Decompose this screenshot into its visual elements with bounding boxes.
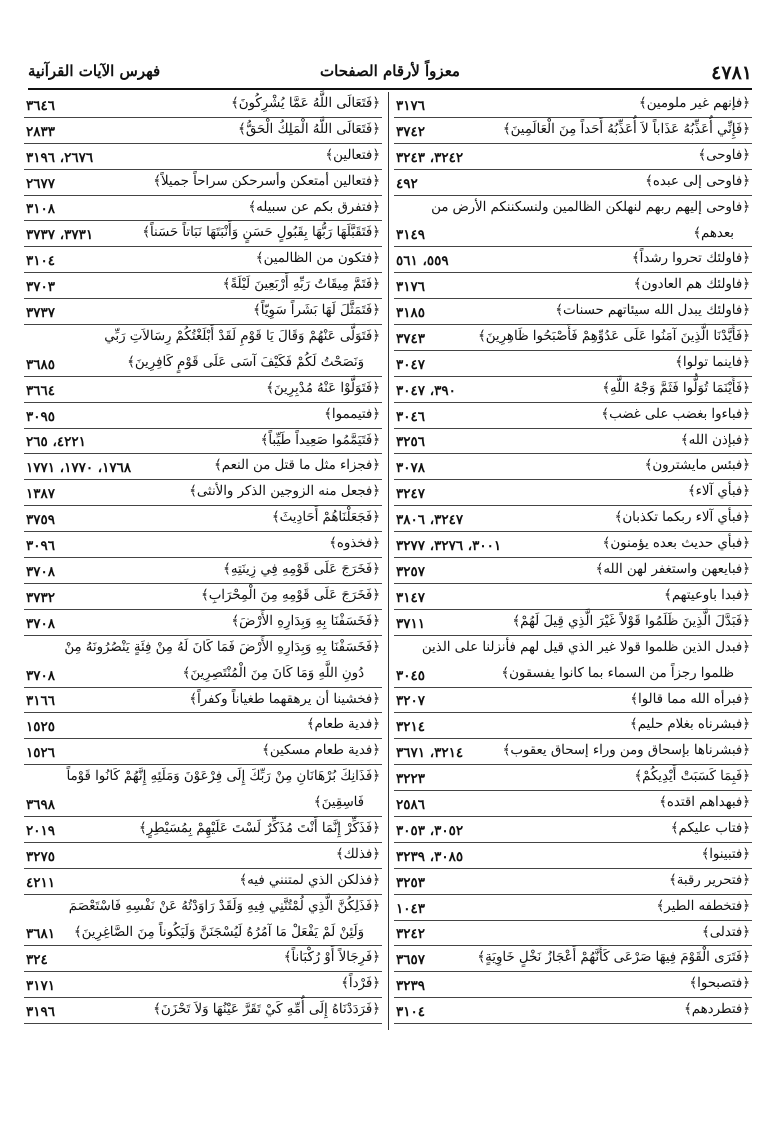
verse-text (645, 458, 750, 474)
page-references: ٤٩٢ (396, 175, 418, 192)
verse-text (634, 769, 750, 785)
verse-text (503, 122, 750, 138)
page-references: ٣٢٣٩ (396, 978, 426, 995)
verse-text (639, 96, 750, 112)
verse-text (28, 640, 380, 682)
verse-text (248, 200, 380, 216)
page-references: ٢٠١٩ (26, 822, 56, 839)
verse-text (324, 407, 380, 423)
index-entry (24, 92, 382, 118)
index-entry (24, 118, 382, 144)
page-references: ٣٠٨٥، ٣٢٣٩ (396, 848, 464, 865)
verse-line-1: ﴿فاولئك يبدل الله سيئاتهم حسنات﴾ (555, 303, 750, 319)
page-references: ٣٠٤٦ (396, 408, 426, 425)
verse-text (223, 562, 380, 578)
verse-text (28, 899, 380, 941)
page-references: ١٧٦٨، ١٧٧٠، ١٧٧١ (26, 460, 132, 477)
index-entry (394, 403, 752, 429)
index-entry (394, 351, 752, 377)
verse-line-1: ﴿فتصبحوا﴾ (689, 976, 750, 992)
verse-line-1: ﴿فبئس مايشترون﴾ (644, 458, 750, 474)
verse-text (307, 717, 380, 733)
verse-line-1: ﴿فَجَعَلْنَاهُمْ أَحَادِيثَ﴾ (271, 510, 380, 526)
index-entry (24, 765, 382, 817)
verse-line-1: ﴿فتطردهم﴾ (684, 1002, 750, 1018)
index-entry (24, 377, 382, 403)
verse-line-1: ﴿فَخَسَفْنَا بِهِ وَبِدَارِهِ الأَرْضَ فَمَا كَانَ لَهُ مِنْ فِئَةٍ يَنْصُرُونَهُ مِنْ (64, 639, 380, 655)
verse-text (256, 251, 380, 267)
verse-text (615, 510, 750, 526)
page-references: ٣١٨٥ (396, 305, 426, 322)
index-entry (24, 972, 382, 998)
index-entry (394, 558, 752, 584)
page-references: ٣١٠٤ (26, 253, 56, 270)
index-entry (24, 196, 382, 222)
index-entry (394, 791, 752, 817)
index-entry (394, 688, 752, 714)
page-header (28, 58, 752, 86)
verse-text (142, 225, 380, 241)
verse-line-1: ﴿فَذَانِكَ بُرْهَانَانِ مِنْ رَبِّكَ إِلَى فِرْعَوْنَ وَمَلَئِهِ إِنَّهُمْ كَانُوا قَوْماً (66, 769, 380, 785)
index-entry (24, 299, 382, 325)
page-references: ٣٢٥٦ (396, 434, 426, 451)
verse-line-1: ﴿فبشرناه بغلام حليم﴾ (629, 717, 750, 733)
index-entry (24, 247, 382, 273)
page-references: ٣٧٠٨ (26, 667, 56, 684)
page-references: ٣٢٥٧ (396, 563, 426, 580)
verse-line-2: بعدهم﴾ (693, 225, 734, 241)
verse-text (702, 925, 750, 941)
index-entry (394, 170, 752, 196)
verse-line-1: ﴿فاولئك هم العادون﴾ (633, 277, 750, 293)
page-references: ٤٢٢١، ٢٦٥ (26, 434, 86, 451)
page-references: ٣١٠٨ (26, 201, 56, 218)
verse-text (664, 588, 750, 604)
index-entry (394, 584, 752, 610)
page-references: ٣٠٩٦ (26, 538, 56, 555)
page-references: ١٥٢٦ (26, 745, 56, 762)
index-entry (394, 454, 752, 480)
verse-text (630, 717, 750, 733)
verse-line-1: ﴿فَذَلِكُنَّ الَّذِي لُمْتُنَّنِي فِيهِ وَلَقَدْ رَاوَدْتُهُ عَنْ نَفْسِهِ فَاسْتَعْصَمَ (68, 898, 380, 914)
verse-line-1: ﴿فبرأه الله مما قالوا﴾ (630, 691, 750, 707)
page-references: ٣١٤٩ (396, 227, 426, 244)
verse-line-1: ﴿فاوحى إليهم ربهم لنهلكن الظالمين ولنسكننكم الأرض من (431, 199, 750, 215)
page-references: ٣٦٩٨ (26, 796, 56, 813)
verse-line-1: ﴿فتعالين أمتعكن وأسرحكن سراحاً جميلاً﴾ (153, 173, 380, 189)
index-entry (24, 429, 382, 455)
page-references: ٣٦٥٧ (396, 952, 426, 969)
verse-text (239, 873, 380, 889)
page-references: ٣٢١٤ (396, 719, 426, 736)
page-references: ٣٧٥٩ (26, 512, 56, 529)
index-entry (394, 196, 752, 248)
verse-line-1: ﴿فخذوه﴾ (329, 536, 380, 552)
page-references: ٣٧٠٣ (26, 279, 56, 296)
verse-text (659, 795, 750, 811)
page-references: ٣٢٢٣ (396, 771, 426, 788)
verse-text (153, 174, 380, 190)
header-side-title: فهرس الآيات القرآنية (28, 62, 161, 80)
verse-text (231, 96, 380, 112)
verse-text (262, 743, 380, 759)
page-references: ٣٧٣١، ٣٧٣٧ (26, 227, 94, 244)
verse-line-1: ﴿فجعل منه الزوجين الذكر والأنثى﴾ (189, 484, 380, 500)
verse-text (189, 692, 380, 708)
page-references: ٣٢٠٧ (396, 693, 426, 710)
page-references: ٣١٦٦ (26, 693, 56, 710)
verse-text (602, 381, 750, 397)
verse-text (341, 976, 380, 992)
verse-line-1: ﴿فاولئك تحروا رشداً﴾ (631, 251, 750, 267)
verse-line-1: ﴿فباءوا بغضب على غضب﴾ (601, 406, 750, 422)
verse-text (684, 1002, 750, 1018)
verse-line-1: ﴿فدية طعام﴾ (306, 717, 380, 733)
index-entry (394, 247, 752, 273)
index-entry (394, 429, 752, 455)
index-entry (24, 403, 382, 429)
index-entry (24, 739, 382, 765)
verse-line-1: ﴿فدية طعام مسكين﴾ (262, 743, 380, 759)
verse-text (512, 614, 750, 630)
index-entry (24, 221, 382, 247)
verse-text (601, 407, 750, 423)
verse-line-1: ﴿فَبَدَّلَ الَّذِينَ ظَلَمُوا قَوْلاً غَيْرَ الَّذِي قِيلَ لَهُمْ﴾ (512, 613, 750, 629)
verse-line-1: ﴿فتخطفه الطير﴾ (656, 898, 750, 914)
verse-line-1: ﴿فَبِمَا كَسَبَتْ أَيْدِيكُمْ﴾ (634, 769, 750, 785)
index-entry (394, 636, 752, 688)
verse-text (272, 510, 380, 526)
page-references: ٣٢١٤، ٣٦٧١ (396, 745, 464, 762)
page-references: ٣١٧٦ (396, 279, 426, 296)
verse-line-1: ﴿فتحرير رقبة﴾ (668, 872, 750, 888)
verse-text (223, 277, 380, 293)
index-entry (394, 506, 752, 532)
index-entry (394, 817, 752, 843)
verse-line-1: ﴿فتكون من الظالمين﴾ (255, 251, 380, 267)
page-references: ١٥٢٥ (26, 719, 56, 736)
verse-line-1: ﴿فتعالين﴾ (325, 147, 380, 163)
verse-text (261, 433, 380, 449)
index-entry (394, 325, 752, 351)
page-references: ١٠٤٣ (396, 900, 426, 917)
verse-text (336, 847, 380, 863)
page-references: ٣٧٣٧ (26, 305, 56, 322)
page-references: ٣٠٩٥ (26, 408, 56, 425)
page-references: ٢٨٣٣ (26, 123, 56, 140)
right-column (394, 92, 752, 1024)
page-references: ٣٧١١ (396, 615, 426, 632)
verse-text (689, 976, 750, 992)
index-entry (394, 972, 752, 998)
index-entry (394, 532, 752, 558)
page-references: ٣٢٤٧، ٣٨٠٦ (396, 512, 464, 529)
page-references: ٣١٠٤ (396, 1004, 426, 1021)
index-entry (24, 325, 382, 377)
verse-line-1: ﴿فإنهم غير ملومين﴾ (638, 96, 750, 111)
index-entry (394, 921, 752, 947)
page-references: ٣١٩٦ (26, 1004, 56, 1021)
verse-text (669, 873, 750, 889)
page-references: ٢٦٧٧ (26, 175, 56, 192)
page-references: ٢٥٨٦ (396, 796, 426, 813)
verse-text (329, 536, 380, 552)
verse-text (139, 821, 380, 837)
page-references: ٣٦٦٤ (26, 382, 56, 399)
index-entry (24, 636, 382, 688)
verse-line-1: ﴿فَأَيَّدْنَا الَّذِينَ آمَنُوا عَلَى عَدُوِّهِمْ فَأَصْبَحُوا ظَاهِرِينَ﴾ (477, 329, 750, 345)
page-references: ٣٩٠، ٣٠٤٧ (396, 382, 456, 399)
index-entry (24, 558, 382, 584)
verse-text (681, 433, 750, 449)
verse-line-1: ﴿فَإِنِّي أُعَذِّبُهُ عَذَاباً لاَ أُعَذِّبُهُ أَحَداً مِنَ الْعَالَمِينَ﴾ (502, 121, 750, 137)
verse-text (398, 200, 750, 242)
verse-line-1: ﴿فَخَسَفْنَا بِهِ وَبِدَارِهِ الأَرْضَ﴾ (231, 613, 380, 629)
index-entry (24, 688, 382, 714)
verse-line-1: ﴿فبأي حديث بعده يؤمنون﴾ (602, 536, 750, 552)
page-references: ٣٠٧٨ (396, 460, 426, 477)
page-references: ٣١٤٧ (396, 589, 426, 606)
index-entry (394, 377, 752, 403)
left-column (24, 92, 382, 1024)
verse-line-1: ﴿فَتَمَّ مِيقَاتُ رَبِّهِ أَرْبَعِينَ لَيْلَةً﴾ (222, 277, 380, 293)
verse-line-1: ﴿فَرِجَالاً أَوْ رُكْبَاناً﴾ (283, 950, 380, 966)
verse-line-1: ﴿فتاب عليكم﴾ (670, 820, 750, 836)
page-references: ٣٧٤٣ (396, 330, 426, 347)
index-entry (24, 998, 382, 1024)
verse-line-1: ﴿فخشينا أن يرهقهما طغياناً وكفراً﴾ (189, 691, 380, 707)
verse-text (28, 769, 380, 811)
index-entry (24, 869, 382, 895)
verse-text (675, 355, 750, 371)
index-entry (24, 584, 382, 610)
verse-text (231, 614, 380, 630)
index-entry (24, 454, 382, 480)
verse-line-1: ﴿فبايعهن واستغفر لهن الله﴾ (595, 562, 750, 578)
page-references: ٣٠٤٥ (396, 667, 426, 684)
verse-text (201, 588, 380, 604)
index-entry (24, 144, 382, 170)
verse-text (28, 329, 380, 371)
page-references: ٤٢١١ (26, 874, 56, 891)
verse-line-2: دُونِ اللَّهِ وَمَا كَانَ مِنَ الْمُنْتَصِرِينَ﴾ (182, 665, 364, 681)
index-entry (394, 480, 752, 506)
verse-line-1: ﴿فاينما تولوا﴾ (675, 354, 750, 370)
header-rule (28, 88, 752, 90)
verse-line-1: ﴿فجزاء مثل ما قتل من النعم﴾ (213, 458, 380, 474)
verse-line-1: ﴿فَتَرَى الْقَوْمَ فِيهَا صَرْعَى كَأَنَّهُمْ أَعْجَازُ نَخْلٍ خَاوِيَةٍ﴾ (477, 950, 750, 966)
page-references: ٣٢٥٣ (396, 874, 426, 891)
index-entry (394, 713, 752, 739)
verse-line-1: ﴿فَتَمَثَّلَ لَهَا بَشَراً سَوِيّاً﴾ (253, 303, 380, 319)
verse-text (645, 174, 750, 190)
index-entry (24, 610, 382, 636)
verse-line-2: ظلموا رجزاً من السماء بما كانوا يفسقون﴾ (501, 665, 734, 681)
verse-text (656, 899, 750, 915)
index-entry (394, 895, 752, 921)
verse-text (284, 950, 380, 966)
page-references: ٣٧٠٨ (26, 563, 56, 580)
page-references: ٣٦٨٥ (26, 356, 56, 373)
index-entry (394, 299, 752, 325)
verse-line-1: ﴿فَتَوَلَّى عَنْهُمْ وَقَالَ يَا قَوْمِ لَقَدْ أَبْلَغْتُكُمْ رِسَالاَتِ رَبِّي (104, 329, 380, 345)
verse-line-2: وَلَئِنْ لَمْ يَفْعَلْ مَا آمُرُهُ لَيُسْجَنَنَّ وَلَيَكُوناً مِنَ الصَّاغِرِينَ﴾ (73, 924, 364, 940)
page-references: ٥٥٩، ٥٦١ (396, 253, 449, 270)
verse-line-1: ﴿فَرَدَدْنَاهُ إِلَى أُمِّهِ كَيْ تَقَرَّ عَيْنُهَا وَلاَ تَحْزَنَ﴾ (153, 1002, 380, 1018)
verse-text (603, 536, 750, 552)
verse-line-1: ﴿فاوحى﴾ (698, 147, 750, 163)
verse-line-1: ﴿فَذَكِّرْ إِنَّمَا أَنْتَ مُذَكِّرٌ لَسْتَ عَلَيْهِمْ بِمُسَيْطِرٍ﴾ (138, 820, 380, 836)
index-entry (394, 92, 752, 118)
page-references: ٣٧٠٨ (26, 615, 56, 632)
verse-text (214, 458, 380, 474)
index-entry (24, 946, 382, 972)
page-references: ٣٢٧٥ (26, 848, 56, 865)
header-center-title: معزواً لأرقام الصفحات (320, 62, 460, 80)
column-divider (388, 92, 389, 1030)
verse-line-1: ﴿فبهداهم اقتده﴾ (659, 795, 750, 811)
index-entry (24, 170, 382, 196)
index-entry (394, 610, 752, 636)
verse-text (671, 821, 750, 837)
verse-text (634, 277, 750, 293)
verse-text (266, 381, 380, 397)
page-references: ٣١٧٦ (396, 97, 426, 114)
verse-text (688, 484, 750, 500)
index-entry (394, 843, 752, 869)
verse-text (325, 148, 380, 164)
verse-line-2: فَاسِقِينَ﴾ (313, 795, 364, 811)
index-entry (394, 869, 752, 895)
page-references: ٣٢٤٢ (396, 926, 426, 943)
index-entry (394, 765, 752, 791)
verse-line-1: ﴿فَخَرَجَ عَلَى قَوْمِهِ فِي زِينَتِهِ﴾ (223, 562, 380, 578)
index-entry (394, 946, 752, 972)
verse-text (596, 562, 750, 578)
verse-line-1: ﴿فَتَقَبَّلَهَا رَبُّهَا بِقَبُولٍ حَسَنٍ وَأَنْبَتَهَا نَبَاتاً حَسَناً﴾ (142, 225, 380, 241)
verse-line-1: ﴿فَتَيَمَّمُوا صَعِيداً طَيِّباً﴾ (260, 432, 380, 448)
verse-line-1: ﴿فبدا باوعيتهم﴾ (664, 587, 750, 603)
page-references: ٣٦٤٦ (26, 97, 56, 114)
index-entry (24, 713, 382, 739)
index-entry (24, 817, 382, 843)
index-entry (394, 739, 752, 765)
verse-line-1: ﴿فذلك﴾ (335, 846, 380, 862)
verse-line-1: ﴿فتيمموا﴾ (324, 406, 380, 422)
verse-line-1: ﴿فتدلى﴾ (701, 924, 750, 940)
page-references: ٣٢٤٧ (396, 486, 426, 503)
verse-line-1: ﴿فَتَعَالَى اللَّهُ الْمَلِكُ الْحَقُّ﴾ (238, 121, 380, 137)
verse-line-1: ﴿فبإذن الله﴾ (680, 432, 750, 448)
verse-text (555, 303, 750, 319)
verse-line-1: ﴿فبأي آلاء﴾ (687, 484, 750, 500)
index-entry (24, 532, 382, 558)
verse-line-1: ﴿فَرْداً﴾ (341, 976, 380, 992)
verse-line-1: ﴿فَتَعَالَى اللَّهُ عَمَّا يُشْرِكُونَ﴾ (230, 96, 380, 111)
index-entry (24, 843, 382, 869)
page-references: ٣٧٣٢ (26, 589, 56, 606)
verse-line-2: وَنَصَحْتُ لَكُمْ فَكَيْفَ آسَى عَلَى قَوْمٍ كَافِرِينَ﴾ (127, 355, 364, 371)
verse-line-1: ﴿فتبينوا﴾ (701, 846, 750, 862)
index-entry (394, 118, 752, 144)
verse-text (630, 692, 750, 708)
page-references: ٣٢٤٢، ٣٢٤٣ (396, 149, 464, 166)
verse-text (478, 329, 750, 345)
verse-text (253, 303, 380, 319)
verse-line-1: ﴿فَخَرَجَ عَلَى قَوْمِهِ مِنَ الْمِحْرَابِ﴾ (200, 587, 380, 603)
verse-text (477, 950, 750, 966)
page-references: ٣٠٤٧ (396, 356, 426, 373)
page-references: ٣٠٥٢، ٣٠٥٣ (396, 822, 464, 839)
page-references: ٣١٧١ (26, 978, 56, 995)
verse-line-1: ﴿فتفرق بكم عن سبيله﴾ (248, 199, 380, 215)
verse-text (701, 847, 750, 863)
verse-text (398, 640, 750, 682)
page-references: ٣٧٤٢ (396, 123, 426, 140)
page-references: ٢٦٧٦، ٣١٩٦ (26, 149, 94, 166)
verse-text (503, 743, 750, 759)
verse-text (238, 122, 380, 138)
index-entry (24, 273, 382, 299)
page-number: ٤٧٨١ (711, 62, 752, 84)
verse-text (153, 1002, 380, 1018)
verse-text (189, 484, 380, 500)
verse-line-1: ﴿فاوحى إلى عبده﴾ (645, 173, 750, 189)
index-entry (24, 506, 382, 532)
page-references: ٣٢٤ (26, 952, 48, 969)
index-entry (394, 273, 752, 299)
page-references: ٣٦٨١ (26, 926, 56, 943)
verse-line-1: ﴿فبشرناها بإسحاق ومن وراء إسحاق يعقوب﴾ (502, 743, 750, 759)
verse-line-1: ﴿فبدل الذين ظلموا قولا غير الذي قيل لهم فأنزلنا على الذين (421, 639, 750, 655)
index-entry (394, 998, 752, 1024)
verse-text (632, 251, 750, 267)
index-entry (394, 144, 752, 170)
verse-line-1: ﴿فبأي آلاء ربكما تكذبان﴾ (614, 510, 750, 526)
page-references: ٣٠٠١، ٣٢٧٦، ٣٢٧٧ (396, 538, 502, 555)
verse-text (698, 148, 750, 164)
index-entry (24, 895, 382, 947)
verse-line-1: ﴿فَأَيْنَمَا تُوَلُّوا فَثَمَّ وَجْهُ اللَّهِ﴾ (602, 380, 750, 396)
verse-line-1: ﴿فذلكن الذي لمتنني فيه﴾ (239, 872, 380, 888)
index-entry (24, 480, 382, 506)
page-references: ١٣٨٧ (26, 486, 56, 503)
verse-line-1: ﴿فَتَوَلَّوْا عَنْهُ مُدْبِرِينَ﴾ (266, 380, 380, 396)
